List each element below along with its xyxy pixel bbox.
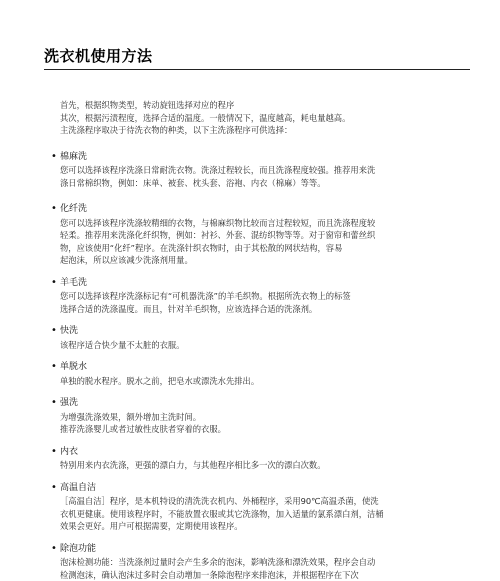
section-line: 效果会更好。用户可根据需要，定期使用该程序。 (60, 520, 470, 533)
section-self-clean (60, 482, 470, 533)
section-line: 泡沫检测功能：当洗涤剂过量时会产生多余的泡沫，影响洗涤和漂洗效果，程序会自动 (60, 556, 470, 569)
section-line: 为增强洗涤效果，额外增加主洗时间。 (60, 411, 470, 424)
section-line: 您可以选择该程序洗涤较精细的衣物，与棉麻织物比较而言过程较短，而且洗涤程度较 (60, 217, 470, 230)
bullet-icon: • (51, 482, 57, 494)
section-line: ［高温自洁］程序，是本机特设的清洗洗衣机内、外桶程序，采用90℃高温杀菌，使洗 (60, 495, 470, 508)
section-heading: 高温自洁 (60, 483, 96, 493)
intro-line: 主洗涤程序取决于待洗衣物的种类，以下主洗涤程序可供选择： (60, 124, 470, 137)
bullet-icon: • (51, 543, 57, 555)
section-heading: 内衣 (60, 447, 78, 457)
bullet-icon: • (51, 203, 57, 215)
section-heading: 单脱水 (60, 362, 87, 372)
intro-paragraph (60, 99, 470, 137)
section-intensive (60, 397, 470, 436)
section-line: 推荐洗涤婴儿或者过敏性皮肤者穿着的衣服。 (60, 423, 470, 436)
section-line: 选择合适的洗涤温度。而且，针对羊毛织物，应该选择合适的洗涤剂。 (60, 303, 470, 316)
intro-line: 首先，根据织物类型，转动旋钮选择对应的程序 (60, 99, 470, 112)
section-cotton (60, 151, 470, 190)
bullet-icon: • (51, 325, 57, 337)
section-spin (60, 361, 470, 387)
title-divider (44, 69, 470, 70)
section-line: 衣机更健康。使用该程序时，不能放置衣服或其它洗涤物，加入适量的氯系漂白剂，洁桶 (60, 508, 470, 521)
section-defoam (60, 543, 470, 581)
section-line: 单独的脱水程序。脱水之前，把皂水或漂洗水先排出。 (60, 375, 470, 388)
section-heading: 羊毛洗 (60, 278, 87, 288)
section-line: 检测泡沫，确认泡沫过多时会自动增加一条除泡程序来排泡沫，并根据程序在下次 (60, 569, 470, 581)
intro-line: 其次，根据污渍程度，选择合适的温度。一般情况下，温度越高，耗电量越高。 (60, 112, 470, 125)
section-heading: 化纤洗 (60, 204, 87, 214)
section-synthetic (60, 203, 470, 267)
section-line: 轻柔。推荐用来洗涤化纤织物，例如：衬衫、外套、混纺织物等等。对于窗帘和蕾丝织 (60, 229, 470, 242)
bullet-icon: • (51, 361, 57, 373)
bullet-icon: • (51, 151, 57, 163)
page-title: 洗衣机使用方法 (44, 45, 153, 66)
section-heading: 棉麻洗 (60, 152, 87, 162)
bullet-icon: • (51, 277, 57, 289)
section-heading: 除泡功能 (60, 544, 96, 554)
section-line: 您可以选择该程序洗涤日常耐洗衣物。洗涤过程较长，而且洗涤程度较强。推荐用来洗 (60, 164, 470, 177)
section-line: 涤日常棉织物，例如：床单、被套、枕头套、浴袍、内衣（棉麻）等等。 (60, 177, 470, 190)
section-line: 该程序适合快少量不太脏的衣服。 (60, 339, 470, 352)
content-body (60, 99, 470, 581)
section-line: 物，应该使用“化纤”程序。在洗涤针织衣物时，由于其松散的网状结构，容易 (60, 242, 470, 255)
section-underwear (60, 446, 470, 472)
section-line: 特别用来内衣洗涤，更强的漂白力，与其他程序相比多一次的漂白次数。 (60, 459, 470, 472)
bullet-icon: • (51, 397, 57, 409)
section-heading: 强洗 (60, 398, 78, 408)
section-quick (60, 325, 470, 351)
bullet-icon: • (51, 446, 57, 458)
section-line: 起泡沫，所以应该减少洗涤剂用量。 (60, 254, 470, 267)
section-heading: 快洗 (60, 326, 78, 336)
section-wool (60, 277, 470, 316)
section-line: 您可以选择该程序洗涤标记有“可机器洗涤”的羊毛织物。根据所洗衣物上的标签 (60, 290, 470, 303)
